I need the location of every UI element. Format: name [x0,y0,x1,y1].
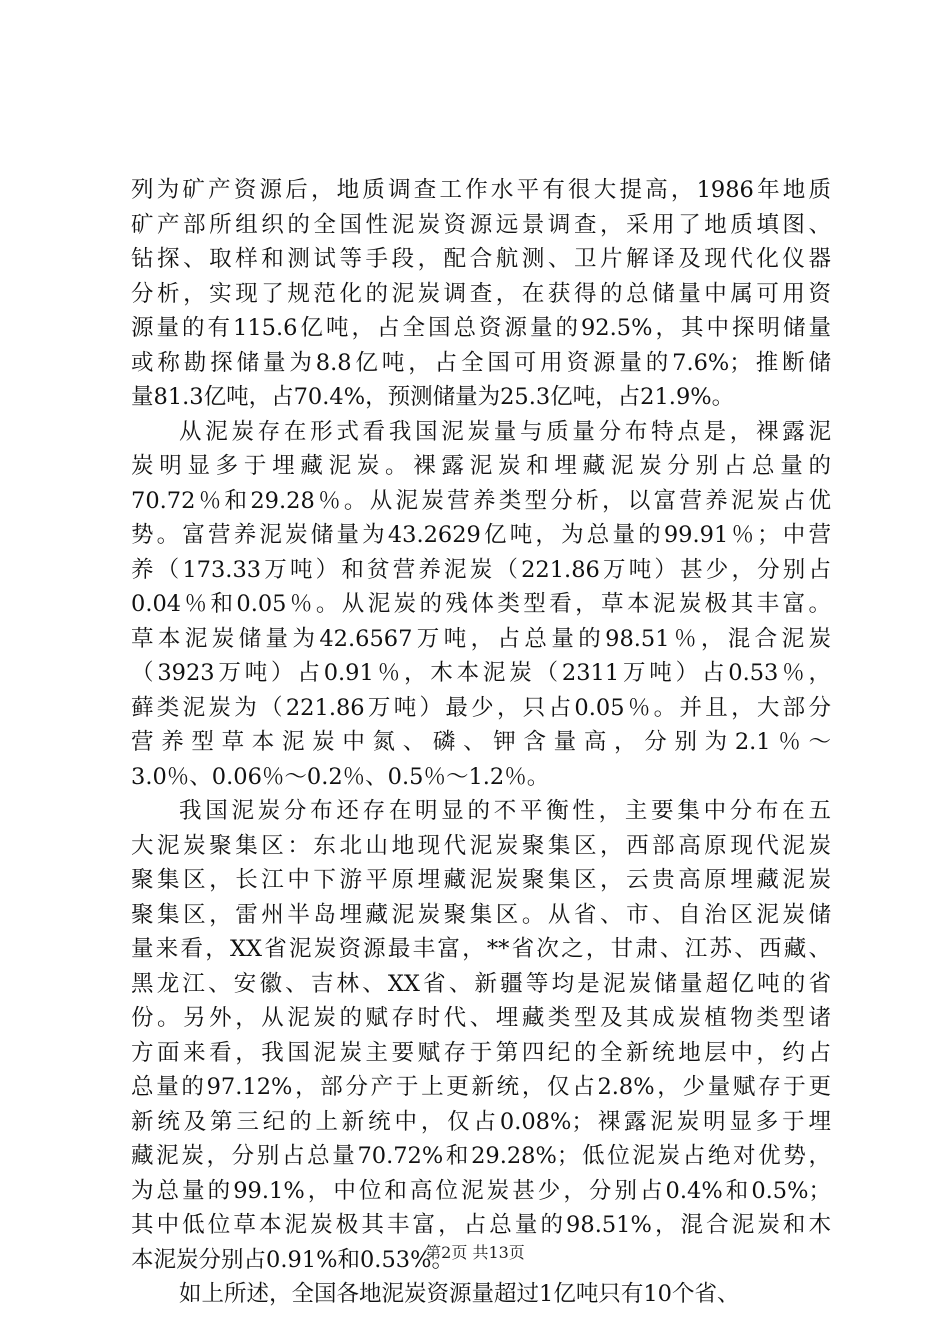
text-line: （3923万吨）占0.91％，木本泥炭（2311万吨）占0.53％， [131,660,831,686]
paragraph-first-line: 从泥炭存在形式看我国泥炭量与质量分布特点是，裸露泥 [179,418,831,445]
paragraph-first-line: 我国泥炭分布还存在明显的不平衡性，主要集中分布在五 [179,798,831,824]
body-text [131,173,831,1312]
text-line: 3.0％、0.06％～0.2％、0.5％～1.2％。 [131,763,550,790]
text-line: 大泥炭聚集区：东北山地现代泥炭聚集区，西部高原现代泥炭 [131,832,831,859]
text-line: 聚集区，长江中下游平原埋藏泥炭聚集区，云贵高原埋藏泥炭 [131,867,831,893]
text-line: 0.04％和0.05％。从泥炭的残体类型看，草本泥炭极其丰富。 [131,591,831,617]
text-line: 本泥炭分别占0.91%和0.53%。 [131,1246,454,1273]
paragraph-first-line: 如上所述，全国各地泥炭资源量超过1亿吨只有10个省、 [179,1281,740,1307]
text-line: 量81.3亿吨，占70.4%，预测储量为25.3亿吨，占21.9%。 [131,384,735,410]
text-line: 新统及第三纪的上新统中，仅占0.08%；裸露泥炭明显多于埋 [131,1108,831,1135]
text-line: 70.72％和29.28％。从泥炭营养类型分析，以富营养泥炭占优 [131,487,831,514]
text-line: 或称勘探储量为8.8亿吨，占全国可用资源量的7.6%；推断储 [131,349,831,376]
text-line: 势。富营养泥炭储量为43.2629亿吨，为总量的99.91％；中营 [131,522,831,548]
text-line: 钻探、取样和测试等手段，配合航测、卫片解译及现代化仪器 [131,246,831,272]
text-line: 方面来看，我国泥炭主要赋存于第四纪的全新统地层中，约占 [131,1039,831,1066]
text-line: 其中低位草本泥炭极其丰富，占总量的98.51%，混合泥炭和木 [131,1212,831,1238]
text-line: 分析，实现了规范化的泥炭调查，在获得的总储量中属可用资 [131,280,831,307]
text-line: 营养型草本泥炭中氮、磷、钾含量高，分别为2.1％～ [131,729,831,755]
text-line: 草本泥炭储量为42.6567万吨，占总量的98.51％，混合泥炭 [131,625,831,652]
text-line: 列为矿产资源后，地质调查工作水平有很大提高，1986年地质 [131,177,831,203]
text-line: 黑龙江、安徽、吉林、XX省、新疆等均是泥炭储量超亿吨的省 [131,970,831,997]
text-line: 炭明显多于埋藏泥炭。裸露泥炭和埋藏泥炭分别占总量的 [131,453,831,479]
text-line: 藓类泥炭为（221.86万吨）最少，只占0.05％。并且，大部分 [131,694,831,721]
text-line: 为总量的99.1%，中位和高位泥炭甚少，分别占0.4%和0.5%； [131,1177,831,1204]
text-line: 矿产部所组织的全国性泥炭资源远景调查，采用了地质填图、 [131,211,831,238]
text-line: 藏泥炭，分别占总量70.72%和29.28%；低位泥炭占绝对优势， [131,1143,831,1169]
page-footer: 第2页 共13页 [425,1243,525,1262]
text-line: 量来看，XX省泥炭资源最丰富，**省次之，甘肃、江苏、西藏、 [131,936,831,962]
text-line: 源量的有115.6亿吨，占全国总资源量的92.5%，其中探明储量 [131,315,831,341]
text-line: 养（173.33万吨）和贫营养泥炭（221.86万吨）甚少，分别占 [131,556,831,583]
text-line: 份。另外，从泥炭的赋存时代、埋藏类型及其成炭植物类型诸 [131,1005,831,1031]
text-line: 聚集区，雷州半岛埋藏泥炭聚集区。从省、市、自治区泥炭储 [131,901,831,928]
text-line: 总量的97.12%，部分产于上更新统，仅占2.8%，少量赋存于更 [131,1074,831,1100]
